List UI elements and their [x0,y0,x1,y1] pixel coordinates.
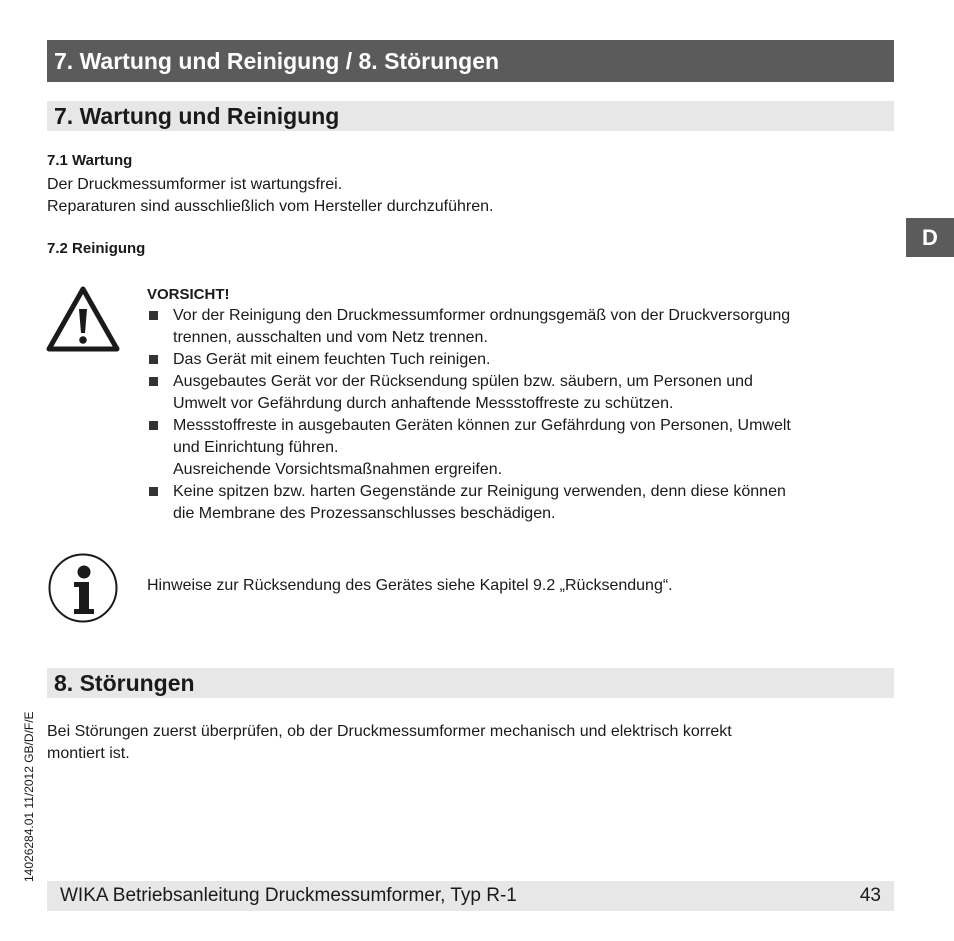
section-7-title: 7. Wartung und Reinigung [54,103,340,129]
subsection-7-1-heading: 7.1 Wartung [47,152,133,169]
section-8-title-bar [47,668,894,698]
section-7-title-bar [47,101,894,131]
section-8-title: 8. Störungen [54,670,195,696]
stoerungen-line-2: montiert ist. [47,745,130,762]
list-item: Ausgebautes Gerät vor der Rücksendung spülen bzw. säubern, um Personen und Umwelt vor Gefährdung durch anhaftende Messstoffreste zu schützen. [147,371,892,415]
page-header-bar [47,40,894,82]
footer-title: WIKA Betriebsanleitung Druckmessumformer, Typ R-1 [60,885,517,906]
list-item: Keine spitzen bzw. harten Gegenstände zur Reinigung verwenden, denn diese können die Membrane des Prozessanschlusses beschädigen. [147,481,892,525]
bullet-square [149,421,158,430]
bullet-square [149,377,158,386]
caution-title: VORSICHT! [147,286,230,303]
warning-triangle-icon [46,286,120,352]
wartung-line-2: Reparaturen sind ausschließlich vom Hersteller durchzuführen. [47,198,494,215]
list-item: Vor der Reinigung den Druckmessumformer ordnungsgemäß von der Druckversorgung trennen, ausschalten und vom Netz trennen. [147,305,892,349]
page-number: 43 [859,885,881,906]
info-note: Hinweise zur Rücksendung des Gerätes siehe Kapitel 9.2 „Rücksendung“. [147,577,673,594]
list-item: Das Gerät mit einem feuchten Tuch reinigen. [147,349,892,371]
bullet-square [149,355,158,364]
stoerungen-line-1: Bei Störungen zuerst überprüfen, ob der Druckmessumformer mechanisch und elektrisch korrekt [47,723,732,740]
document-code: 14026284.01 11/2012 GB/D/F/E [22,711,36,882]
language-tab: D [906,218,954,257]
bullet-square [149,311,158,320]
bullet-square [149,487,158,496]
cleaning-bullet-list [147,305,892,525]
info-icon [47,552,119,624]
page-footer [47,881,894,911]
list-item: Messstoffreste in ausgebauten Geräten können zur Gefährdung von Personen, Umwelt und Einrichtung führen. Ausreichende Vorsichtsmaßnahmen ergreifen. [147,415,892,481]
wartung-line-1: Der Druckmessumformer ist wartungsfrei. [47,176,343,193]
subsection-7-2-heading: 7.2 Reinigung [47,240,146,257]
page-header-title: 7. Wartung und Reinigung / 8. Störungen [54,48,500,74]
